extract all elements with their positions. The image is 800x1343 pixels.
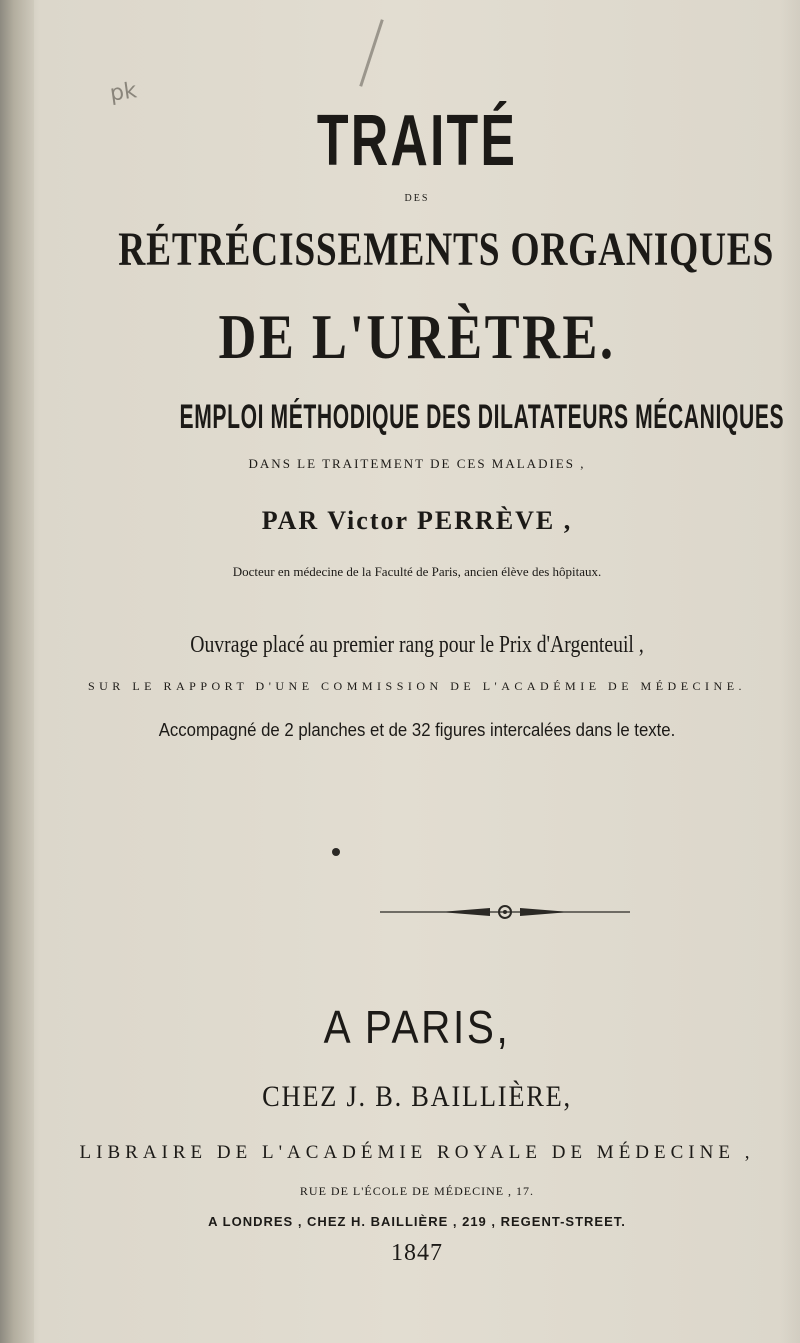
title-connector: DES [404,193,430,204]
publisher-name: CHEZ J. B. BAILLIÈRE, [262,1080,572,1113]
author-byline: PAR Victor PERRÈVE , [261,506,573,535]
title-subject: RÉTRÉCISSEMENTS ORGANIQUES [118,223,775,276]
publisher-address: RUE DE L'ÉCOLE DE MÉDECINE , 17. [299,1184,535,1198]
author-credentials: Docteur en médecine de la Faculté de Paris, ancien élève des hôpitaux. [232,564,602,579]
award-line: Ouvrage placé au premier rang pour le Prix d'Argenteuil , [190,632,644,658]
book-title: TRAITÉ [316,101,518,181]
subtitle-context: DANS LE TRAITEMENT DE CES MALADIES , [248,456,586,471]
subtitle: EMPLOI MÉTHODIQUE DES DILATATEURS MÉCANIQUES [179,398,785,436]
award-report-line: SUR LE RAPPORT D'UNE COMMISSION DE L'ACADÉMIE DE MÉDECINE. [87,679,747,693]
title-organ: DE L'URÈTRE. [218,301,616,372]
publisher-london: A LONDRES , CHEZ H. BAILLIÈRE , 219 , REGENT-STREET. [208,1214,626,1229]
illustrations-note: Accompagné de 2 planches et de 32 figures intercalées dans le texte. [158,720,676,740]
publisher-role: LIBRAIRE DE L'ACADÉMIE ROYALE DE MÉDECINE , [79,1142,755,1163]
book-gutter [0,0,34,1343]
publisher-city: A PARIS, [323,1001,511,1053]
handwritten-mark: pk [108,78,139,107]
ink-dot [332,848,340,856]
ornament-divider-icon [370,903,640,921]
pencil-mark [359,19,383,87]
publication-year: 1847 [391,1240,443,1266]
